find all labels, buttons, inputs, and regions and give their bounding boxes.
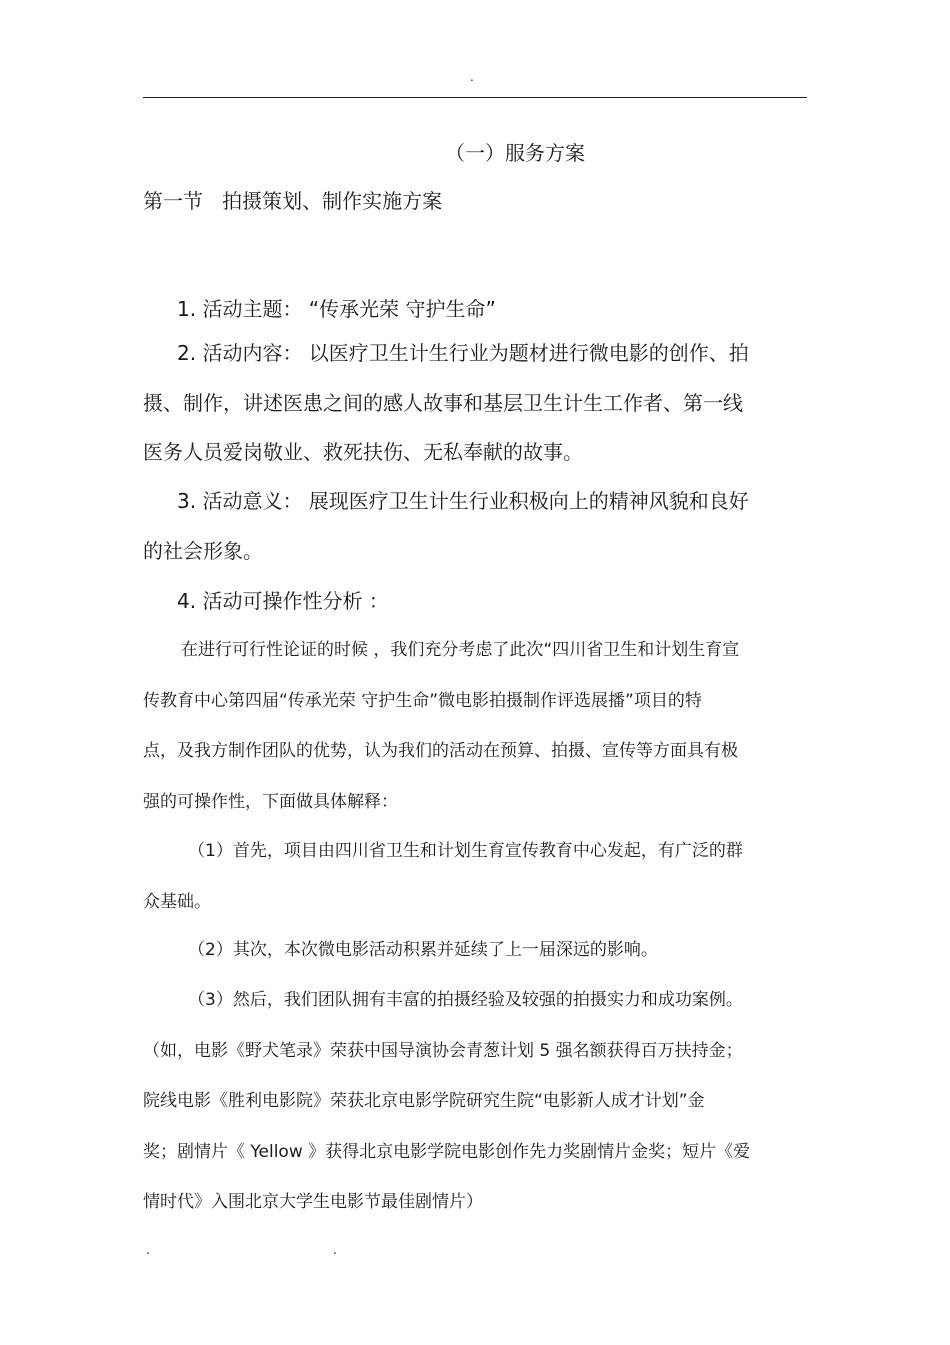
header-dot: . bbox=[470, 70, 474, 84]
paragraph-line: 奖；剧情片《 Yellow 》获得北京电影学院电影创作先力奖剧情片金奖；短片《爱 bbox=[143, 1141, 751, 1162]
paragraph-line: 摄、制作，讲述医患之间的感人故事和基层卫生计生工作者、第一线 bbox=[143, 390, 743, 415]
item-activity-theme-text: 1. 活动主题： “传承光荣 守护生命” bbox=[177, 297, 496, 321]
point-2-paragraph bbox=[143, 925, 793, 976]
point-1-paragraph bbox=[143, 826, 793, 927]
paragraph-line: 医务人员爱岗敬业、救死扶伤、无私奉献的故事。 bbox=[143, 440, 583, 464]
paragraph-line: 传教育中心第四届“传承光荣 守护生命”微电影拍摄制作评选展播”项目的特 bbox=[143, 690, 702, 711]
item-feasibility-analysis-text: 4. 活动可操作性分析 ： bbox=[177, 589, 389, 613]
paragraph-line: 强的可操作性，下面做具体解释： bbox=[143, 791, 398, 812]
item-activity-content bbox=[143, 329, 793, 478]
paragraph-line: 2. 活动内容： 以医疗卫生计生行业为题材进行微电影的创作、拍 bbox=[177, 341, 749, 365]
paragraph-line: （3）然后，我们团队拥有丰富的拍摄经验及较强的拍摄实力和成功案例。 bbox=[188, 990, 743, 1010]
header-rule bbox=[143, 97, 807, 98]
paragraph-line: （如，电影《野犬笔录》荣获中国导演协会青葱计划 5 强名额获得百万扶持金； bbox=[143, 1040, 743, 1061]
paragraph-line: 情时代》入围北京大学生电影节最佳剧情片） bbox=[143, 1192, 483, 1212]
paragraph-line: 众基础。 bbox=[143, 891, 211, 912]
section-title: （一）服务方案 bbox=[445, 141, 585, 165]
item-activity-theme bbox=[143, 285, 793, 335]
paragraph-line: （1）首先，项目由四川省卫生和计划生育宣传教育中心发起，有广泛的群 bbox=[188, 841, 743, 861]
point-3-paragraph bbox=[143, 975, 793, 1228]
paragraph-line: 在进行可行性论证的时候 ，我们充分考虑了此次“四川省卫生和计划生育宣 bbox=[181, 640, 740, 660]
paragraph-line: 点，及我方制作团队的优势，认为我们的活动在预算、拍摄、宣传等方面具有极 bbox=[143, 741, 738, 761]
analysis-paragraph bbox=[143, 625, 793, 827]
paragraph-line: 的社会形象。 bbox=[143, 538, 263, 563]
footer-dot-left: . bbox=[146, 1243, 150, 1257]
paragraph-line: 3. 活动意义： 展现医疗卫生计生行业积极向上的精神风貌和良好 bbox=[177, 489, 749, 513]
footer-dot-right: . bbox=[333, 1243, 337, 1257]
item-feasibility-analysis bbox=[143, 577, 793, 627]
paragraph-line: 院线电影《胜利电影院》荣获北京电影学院研究生院“电影新人成才计划”金 bbox=[143, 1091, 705, 1111]
chapter-title: 第一节 拍摄策划、制作实施方案 bbox=[143, 189, 443, 213]
paragraph-line: （2）其次，本次微电影活动积累并延续了上一届深远的影响。 bbox=[188, 940, 658, 960]
item-activity-significance bbox=[143, 477, 793, 576]
